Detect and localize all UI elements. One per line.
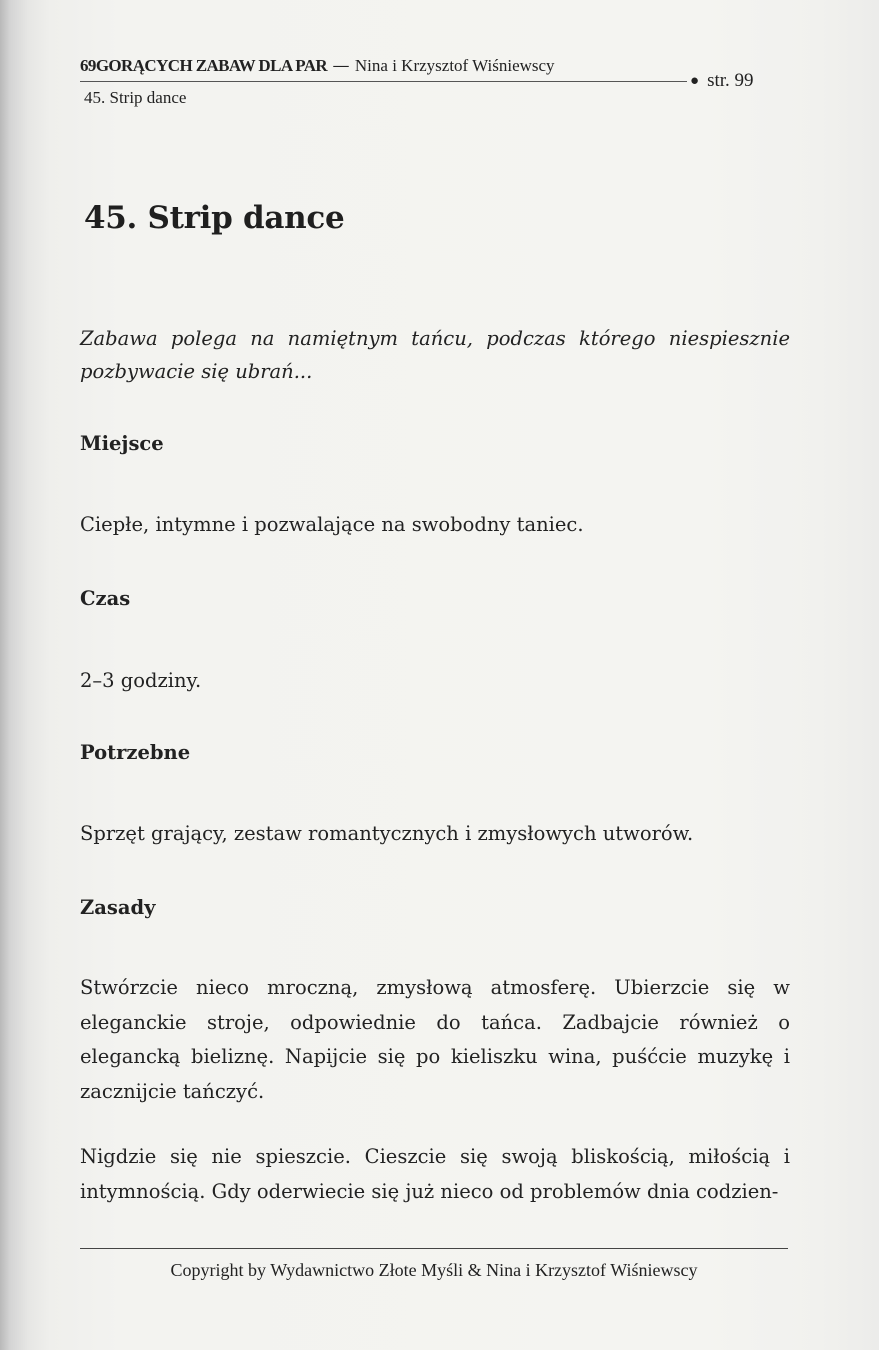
book-number: 69 bbox=[80, 56, 96, 75]
page-number-label: str. 99 bbox=[707, 70, 754, 91]
section-heading-zasady: Zasady bbox=[80, 896, 156, 919]
head-separator: — bbox=[332, 56, 350, 76]
section-text-czas: 2–3 godziny. bbox=[80, 669, 202, 692]
footer-copyright: Copyright by Wydawnictwo Złote Myśli & Nina i Krzysztof Wiśniewscy bbox=[170, 1260, 698, 1280]
head-authors: Nina i Krzysztof Wiśniewscy bbox=[354, 56, 555, 75]
zasady-paragraph-2: Nigdzie się nie spieszcie. Cieszcie się swoją bliskością, miłością i intymnością. Gdy oderwiecie się już nieco od problemów dnia codzien- bbox=[80, 1145, 790, 1203]
footer-rule bbox=[80, 1248, 788, 1249]
header-rule bbox=[80, 81, 687, 82]
running-head bbox=[80, 54, 555, 78]
section-text-miejsce: Ciepłe, intymne i pozwalające na swobodny taniec. bbox=[80, 513, 584, 536]
section-heading-miejsce: Miejsce bbox=[80, 432, 164, 455]
bullet-icon: ● bbox=[690, 73, 700, 89]
chapter-title: 45. Strip dance bbox=[84, 200, 345, 236]
section-text-potrzebne: Sprzęt grający, zestaw romantycznych i zmysłowych utworów. bbox=[80, 822, 694, 845]
running-section: 45. Strip dance bbox=[84, 88, 187, 107]
chapter-intro: Zabawa polega na namiętnym tańcu, podczas którego niespiesznie pozbywacie się ubrań... bbox=[80, 327, 790, 383]
book-title: GORĄCYCH ZABAW DLA PAR bbox=[95, 56, 328, 75]
section-heading-czas: Czas bbox=[80, 587, 131, 610]
zasady-paragraph-1: Stwórzcie nieco mroczną, zmysłową atmosferę. Ubierzcie się w eleganckie stroje, odpowiednie do tańca. Zadbajcie również o elegancką bieliznę. Napijcie się po kieliszku wina, puśćcie muzykę i zacznijcie tańczyć. bbox=[80, 976, 790, 1103]
page-number bbox=[690, 70, 754, 92]
section-heading-potrzebne: Potrzebne bbox=[80, 741, 191, 764]
